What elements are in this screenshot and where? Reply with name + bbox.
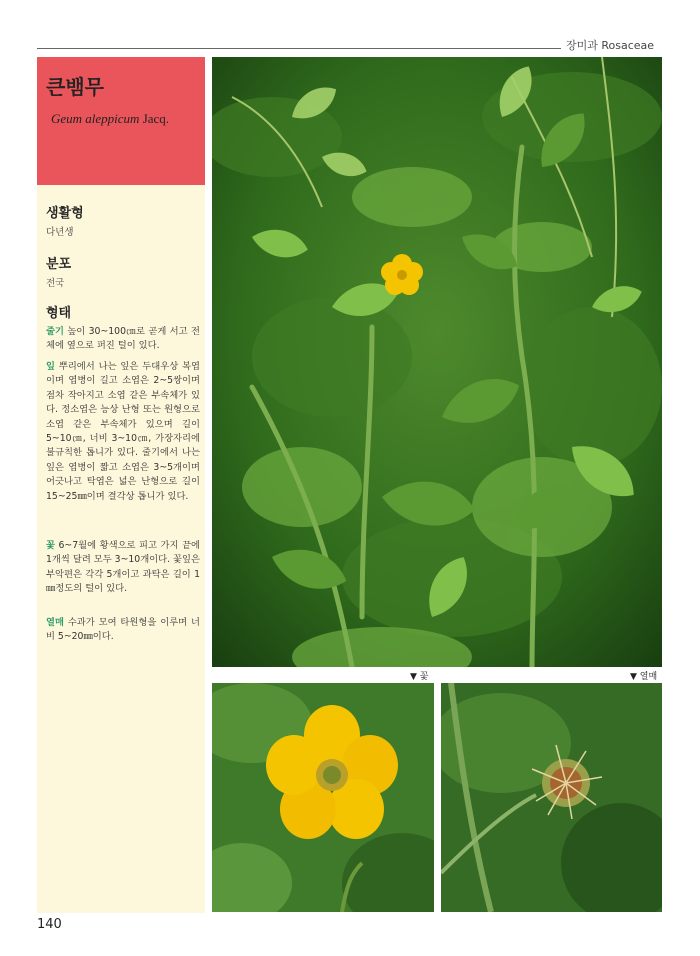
distribution-text: 전국 (46, 278, 65, 289)
fruit-photo (441, 683, 662, 912)
scientific-name (51, 111, 169, 127)
page-number: 140 (37, 917, 62, 932)
caption-fruit: ▼ 열매 (630, 672, 658, 682)
plant-illustration (212, 57, 662, 667)
life-form-text: 다년생 (46, 227, 74, 238)
desc-label-flower: 꽃 (46, 540, 55, 551)
scientific-author: Jacq. (142, 111, 170, 126)
korean-name: 큰뱀무 (46, 75, 104, 99)
desc-leaf (46, 360, 200, 504)
main-plant-photo (212, 57, 662, 667)
flower-illustration (212, 683, 434, 912)
desc-fruit (46, 616, 200, 645)
desc-text-stem: 높이 30~100㎝로 곧게 서고 전체에 옆으로 퍼진 털이 있다. (46, 326, 200, 352)
desc-text-leaf: 뿌리에서 나는 잎은 두대우상 복엽이며 엽병이 길고 소엽은 2~5쌍이며 점차 작아지고 소엽 같은 부속체가 있다. 정소엽은 능상 난형 또는 원형으로 소엽 같은 부속체가 있으며 길이 5~10㎝, 너비 3~10㎝, 가장자리에 불규칙한 톱니가 있다. 줄기에서 나는 잎은 엽병이 짧고 소엽은 3~5개이며 어긋나고 탁엽은 넓은 난형으로 길이 15~25㎜이며 결각상 톱니가 있다. (46, 361, 200, 502)
morphology-heading: 형태 (46, 306, 72, 321)
desc-label-leaf: 잎 (46, 361, 55, 372)
desc-stem (46, 325, 200, 354)
family-label: 장미과 Rosaceae (566, 39, 655, 52)
title-box (37, 57, 205, 185)
desc-label-stem: 줄기 (46, 326, 64, 337)
desc-text-flower: 6~7월에 황색으로 피고 가지 끝에 1개씩 달려 모두 3~10개이다. 꽃잎은 부악편은 각각 5개이고 과탁은 길이 1㎜정도의 털이 있다. (46, 540, 200, 595)
info-sidebar (37, 57, 205, 913)
flower-photo (212, 683, 434, 912)
distribution-heading: 분포 (46, 257, 72, 272)
desc-text-fruit: 수과가 모여 타원형을 이루며 너비 5~20㎜이다. (46, 617, 200, 643)
scientific-binomial: Geum aleppicum (51, 111, 140, 126)
caption-flower: ▼ 꽃 (410, 672, 429, 682)
life-form-heading: 생활형 (46, 206, 84, 221)
fruit-illustration (441, 683, 662, 912)
header-rule (37, 48, 561, 49)
desc-label-fruit: 열매 (46, 617, 64, 628)
desc-flower (46, 539, 200, 597)
